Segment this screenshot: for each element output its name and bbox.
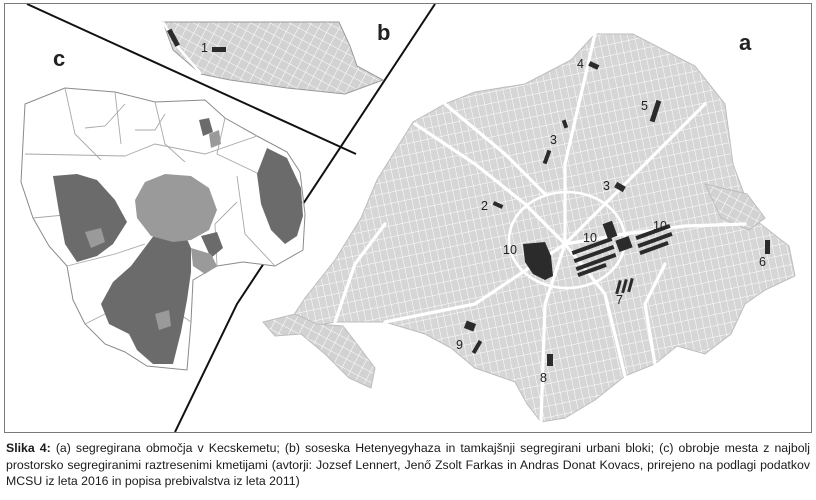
area-number-9: 9	[456, 338, 463, 352]
map-canvas	[5, 4, 811, 432]
panel-label-c: c	[53, 46, 66, 71]
area-number-2: 2	[481, 199, 488, 213]
area-number-5: 5	[641, 99, 648, 113]
area-number-10c: 10	[653, 219, 667, 233]
segregated-block	[212, 47, 226, 52]
panel-label-a: a	[739, 30, 752, 55]
map-frame	[4, 3, 812, 433]
area-number-6: 6	[759, 255, 766, 269]
panel-label-b: b	[377, 20, 391, 45]
area-number-3: 3	[550, 133, 557, 147]
area-number-1: 1	[201, 41, 208, 55]
figure-caption	[6, 440, 810, 490]
area-number-4: 4	[577, 57, 584, 71]
caption-label: Slika 4:	[6, 441, 51, 455]
area-number-7: 7	[616, 293, 623, 307]
panel-b-map	[163, 22, 383, 94]
segregated-block	[547, 354, 553, 366]
area-number-8: 8	[540, 371, 547, 385]
caption-text: (a) segregirana območja v Kecskemetu; (b) soseska Hetenyegyhaza in tamkajšnji segregirani urbani bloki; (c) obrobje mesta z najbolj prostorsko segregiranimi raztresenimi kmetijami (avtorji: Jozsef Lennert, Jenő Zsolt Farkas in Andras Donat Kovacs, prirejeno na podlagi podatkov MCSU iz leta 2016 in popisa prebivalstva iz leta 2011)	[6, 441, 810, 488]
area-number-10a: 10	[503, 243, 517, 257]
segregated-block	[765, 240, 770, 254]
area-number-10b: 10	[583, 231, 597, 245]
panel-c-map	[21, 88, 305, 370]
area-number-3b: 3	[603, 179, 610, 193]
